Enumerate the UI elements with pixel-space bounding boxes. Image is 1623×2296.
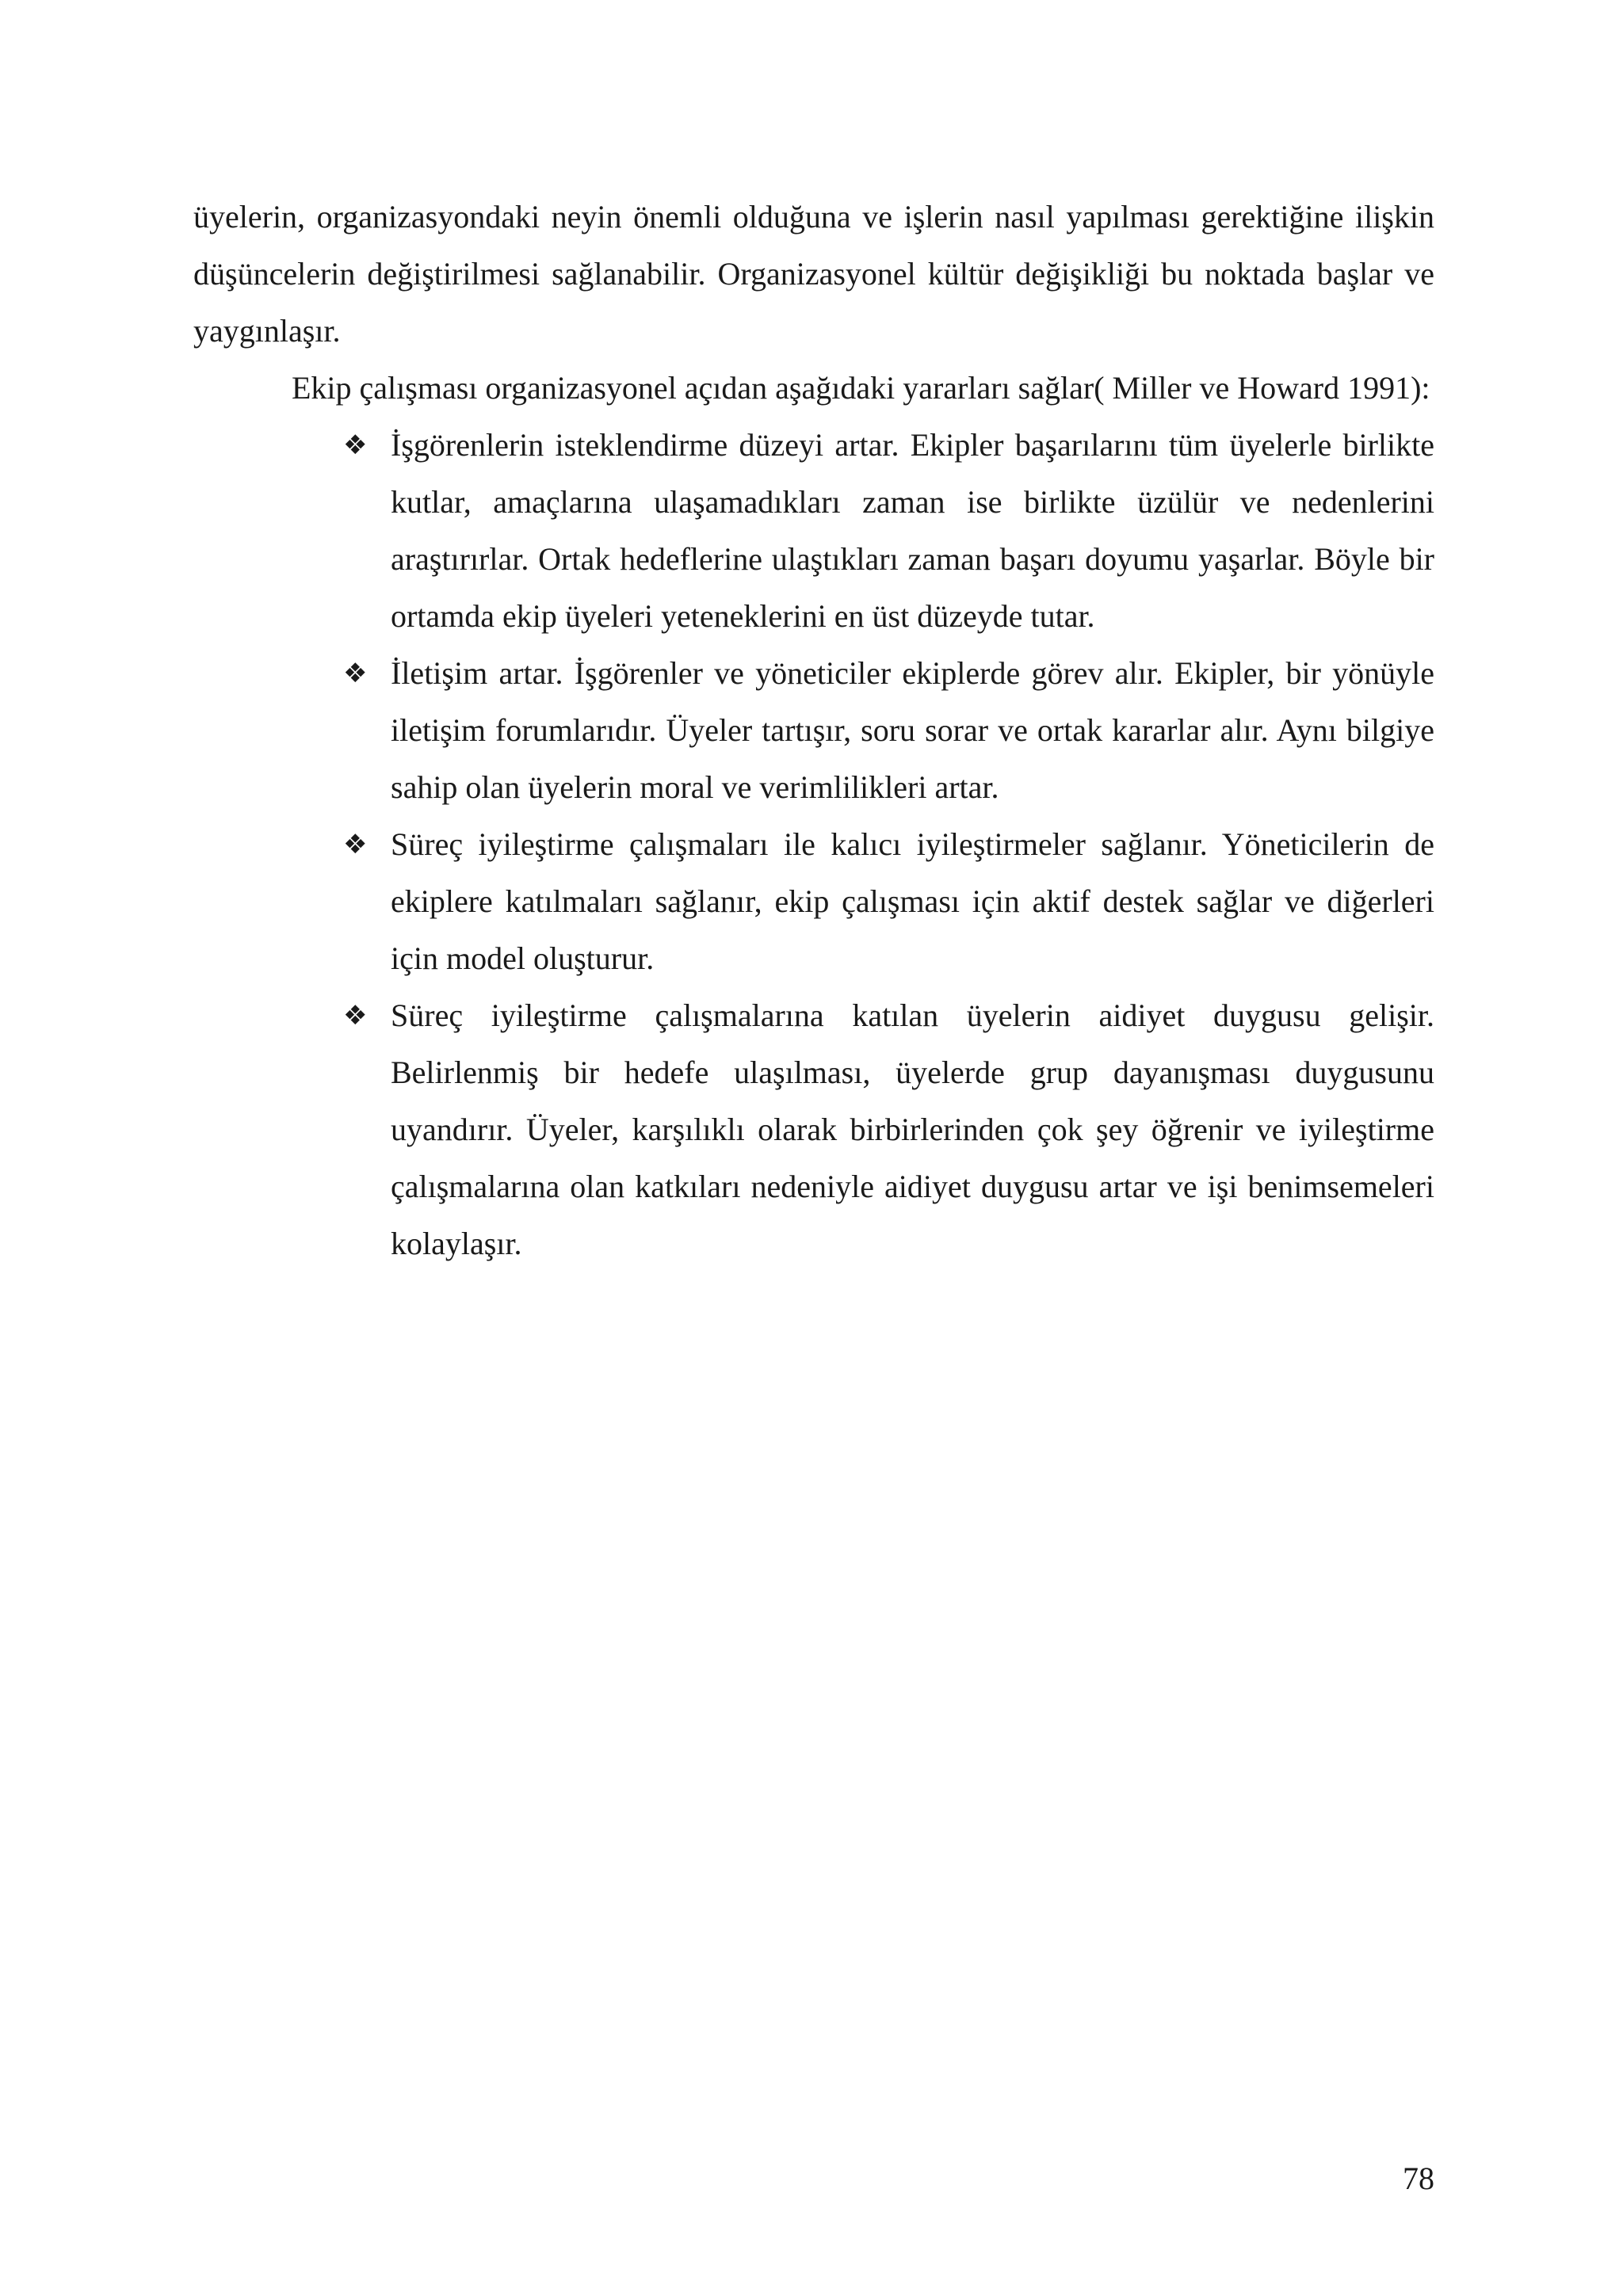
diamond-bullet-icon: ❖: [343, 429, 368, 461]
diamond-bullet-icon: ❖: [343, 1000, 368, 1032]
list-item-text: İşgörenlerin isteklendirme düzeyi artar. Ekipler başarılarını tüm üyelerle birlikte kutlar, amaçlarına ulaşamadıkları zaman ise birlikte üzülür ve nedenlerini araştırırlar. Ortak hedeflerine ulaştıkları zaman başarı doyumu yaşarlar. Böyle bir ortamda ekip üyeleri yeteneklerini en üst düzeyde tutar.: [391, 427, 1434, 634]
list-item: [343, 987, 1434, 1272]
page-body: [193, 189, 1434, 1272]
benefits-list: [193, 417, 1434, 1272]
diamond-bullet-icon: ❖: [343, 658, 368, 689]
page-number: 78: [1403, 2161, 1434, 2196]
list-item: [343, 816, 1434, 987]
list-item-text: Süreç iyileştirme çalışmalarına katılan üyelerin aidiyet duygusu gelişir. Belirlenmiş bir hedefe ulaşılması, üyelerde grup dayanışması duygusunu uyandırır. Üyeler, karşılıklı olarak birbirlerinden çok şey öğrenir ve iyileştirme çalışmalarına olan katkıları nedeniyle aidiyet duygusu artar ve işi benimsemeleri kolaylaşır.: [391, 997, 1434, 1261]
list-item: [343, 417, 1434, 645]
list-item: [343, 645, 1434, 816]
list-item-text: İletişim artar. İşgörenler ve yöneticiler ekiplerde görev alır. Ekipler, bir yönüyle iletişim forumlarıdır. Üyeler tartışır, soru sorar ve ortak kararlar alır. Aynı bilgiye sahip olan üyelerin moral ve verimlilikleri artar.: [391, 655, 1434, 805]
paragraph-continuation: üyelerin, organizasyondaki neyin önemli olduğuna ve işlerin nasıl yapılması gerektiğine ilişkin düşüncelerin değiştirilmesi sağlanabilir. Organizasyonel kültür değişikliği bu noktada başlar ve yaygınlaşır.: [193, 199, 1434, 349]
paragraph-intro: Ekip çalışması organizasyonel açıdan aşağıdaki yararları sağlar( Miller ve Howard 1991):: [292, 370, 1430, 406]
diamond-bullet-icon: ❖: [343, 829, 368, 860]
list-item-text: Süreç iyileştirme çalışmaları ile kalıcı iyileştirmeler sağlanır. Yöneticilerin de ekiplere katılmaları sağlanır, ekip çalışması için aktif destek sağlar ve diğerleri için model oluşturur.: [391, 826, 1434, 976]
